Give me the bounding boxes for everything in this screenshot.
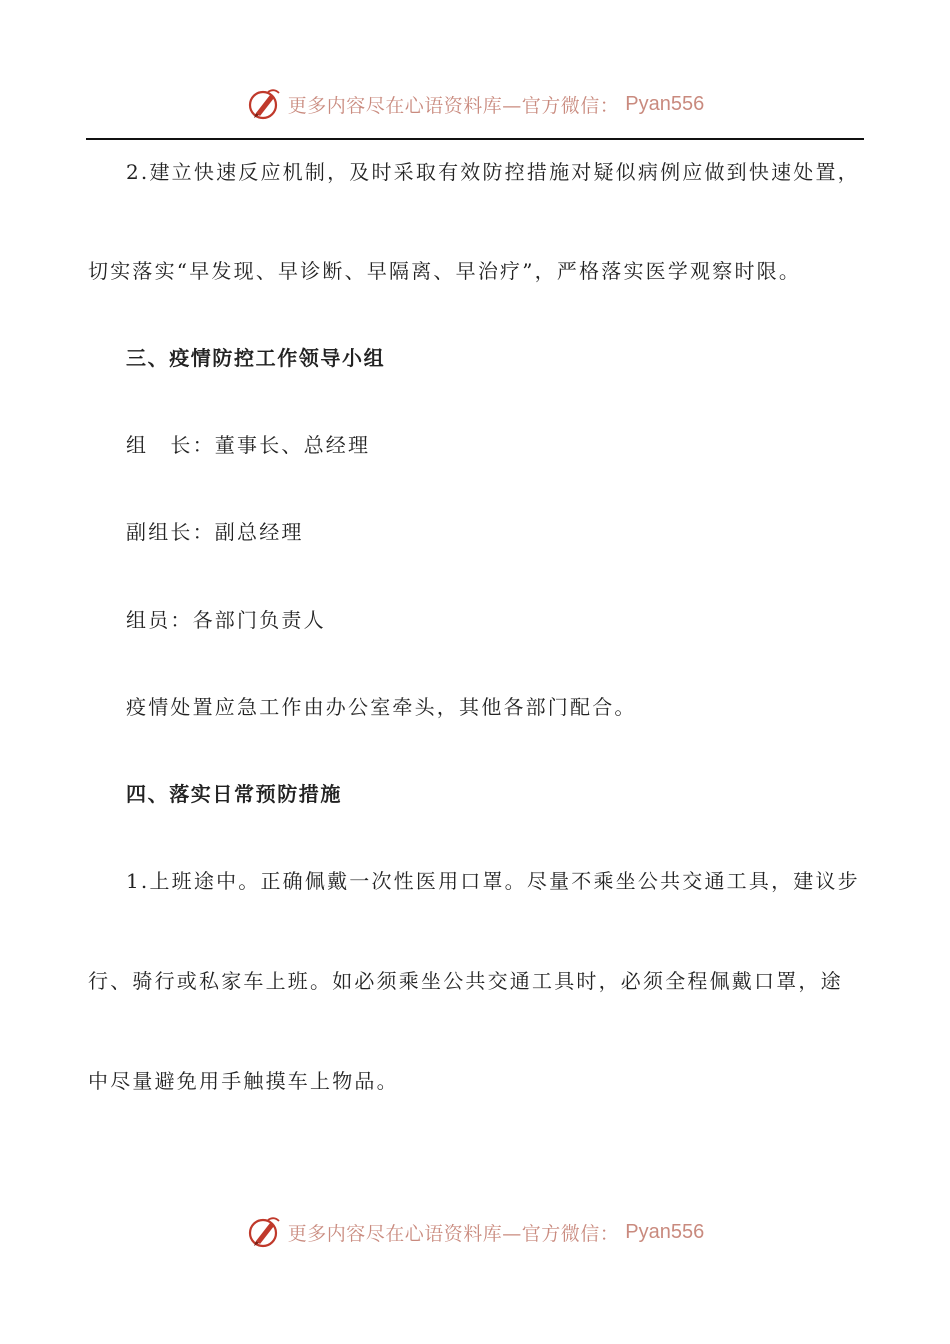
section-heading: 三、疫情防控工作领导小组: [126, 346, 386, 370]
paragraph-line: 2.建立快速反应机制，及时采取有效防控措施对疑似病例应做到快速处置，: [126, 160, 860, 184]
paragraph-line: 中尽量避免用手触摸车上物品。: [88, 1069, 399, 1093]
paragraph-line: 切实落实“早发现、早诊断、早隔离、早治疗”，严格落实医学观察时限。: [88, 259, 802, 283]
footer-watermark: [0, 1210, 950, 1254]
pen-nib-logo-icon: [246, 86, 282, 122]
pen-nib-logo-icon: [246, 1214, 282, 1250]
watermark-text: 更多内容尽在心语资料库—官方微信：: [287, 1222, 620, 1245]
paragraph-line: 行、骑行或私家车上班。如必须乘坐公共交通工具时，必须全程佩戴口罩，途: [88, 969, 843, 993]
paragraph-line: 1.上班途中。正确佩戴一次性医用口罩。尽量不乘坐公共交通工具，建议步: [126, 869, 860, 893]
paragraph-line: 疫情处置应急工作由办公室牵头，其他各部门配合。: [126, 695, 637, 719]
section-heading: 四、落实日常预防措施: [126, 782, 342, 806]
watermark-wechat-id: Pyan556: [625, 92, 705, 115]
paragraph-line: 组员：各部门负责人: [126, 608, 326, 632]
header-divider: [86, 138, 864, 140]
header-watermark: [0, 82, 950, 126]
watermark-text: 更多内容尽在心语资料库—官方微信：: [287, 94, 620, 117]
paragraph-line: 副组长：副总经理: [126, 520, 304, 544]
watermark-wechat-id: Pyan556: [625, 1220, 705, 1243]
paragraph-line: 组 长：董事长、总经理: [126, 433, 371, 457]
